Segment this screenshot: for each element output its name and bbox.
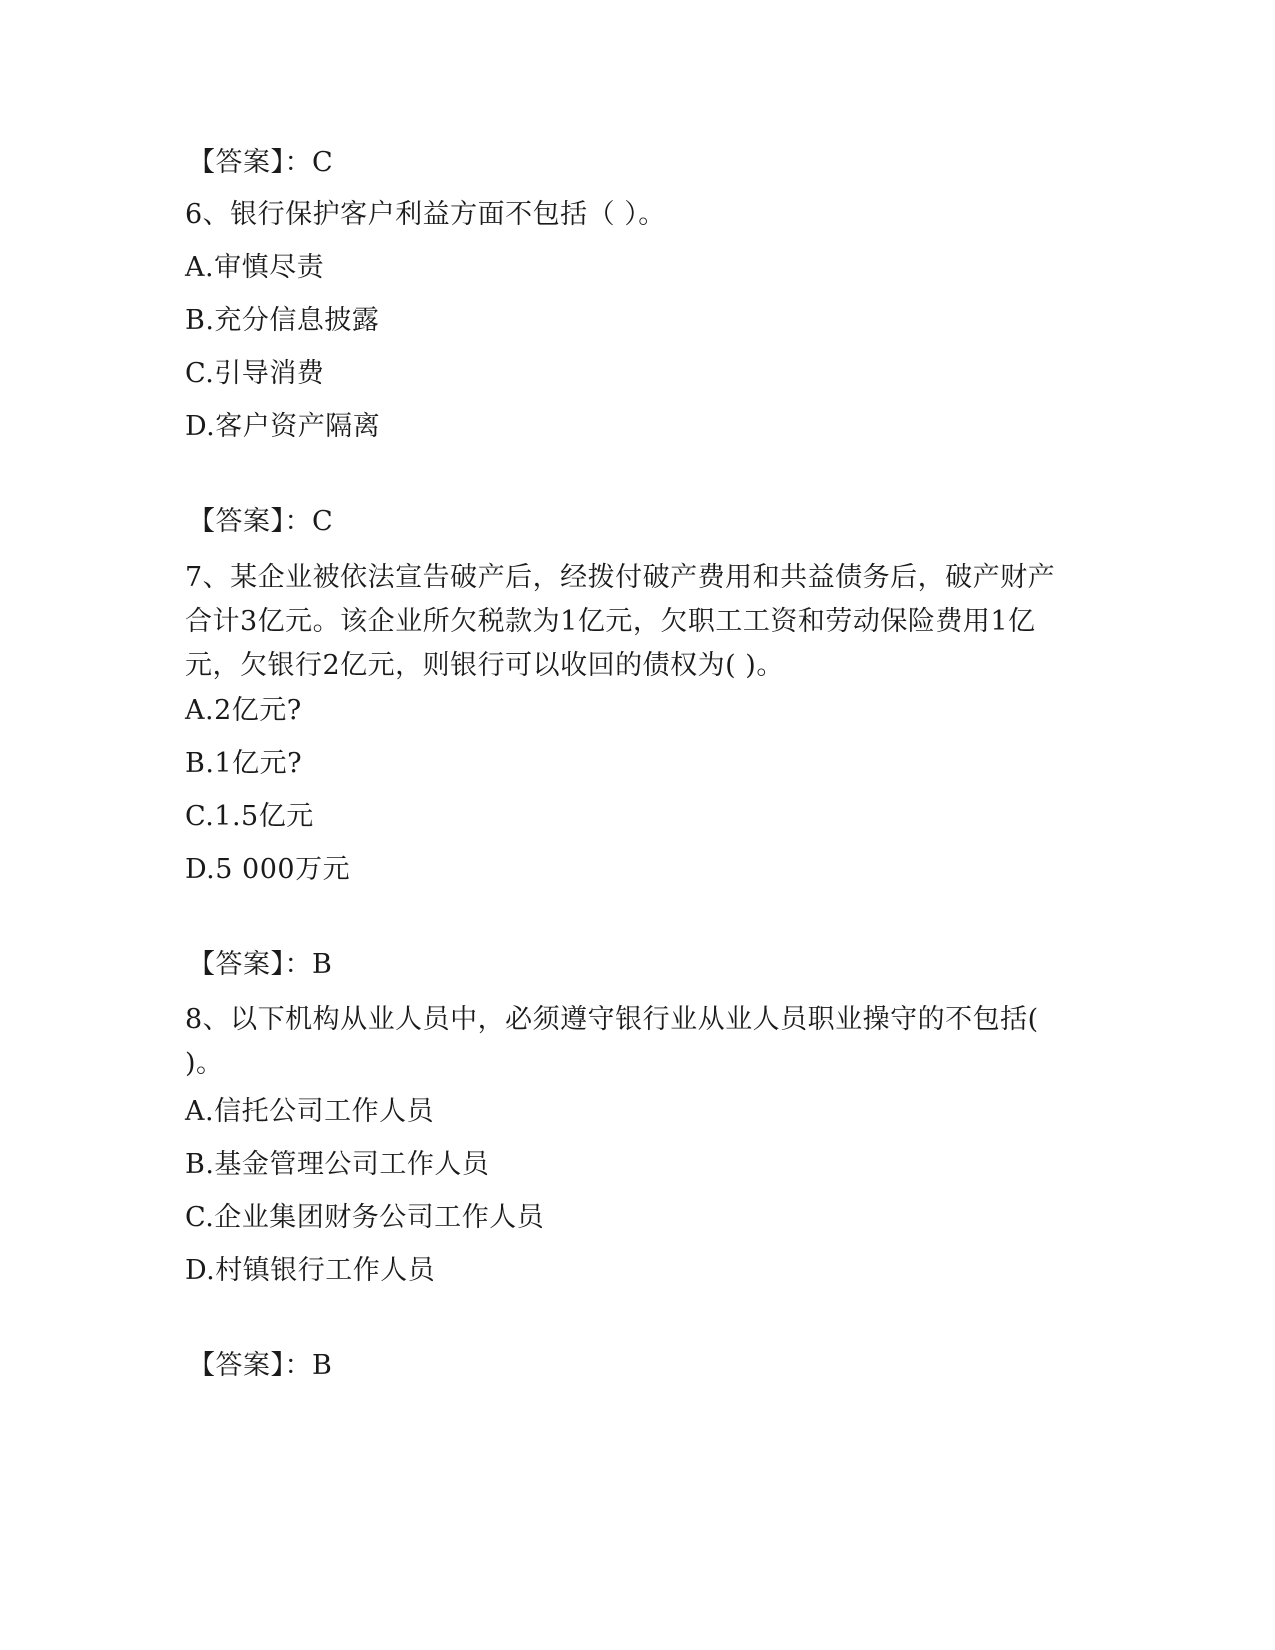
answer-line: 【答案】：B <box>188 949 333 980</box>
option-a: A.信托公司工作人员 <box>185 1096 435 1127</box>
option-c: C.1.5亿元 <box>185 801 314 832</box>
option-a: A.2亿元? <box>185 695 302 726</box>
option-d: D.客户资产隔离 <box>185 411 381 442</box>
option-d: D.村镇银行工作人员 <box>185 1255 436 1286</box>
answer-line: 【答案】：B <box>188 1350 333 1381</box>
question-8: 8、以下机构从业人员中，必须遵守银行业从业人员职业操守的不包括( )。 <box>185 1004 1039 1079</box>
answer-line: 【答案】：C <box>188 147 334 178</box>
question-7: 7、某企业被依法宣告破产后，经拨付破产费用和共益债务后，破产财产合计3亿元。该企业所欠税款为1亿元，欠职工工资和劳动保险费用1亿元，欠银行2亿元，则银行可以收回的债权为( )。 <box>185 562 1056 681</box>
option-b: B.1亿元? <box>185 748 303 779</box>
option-c: C.企业集团财务公司工作人员 <box>185 1202 545 1233</box>
option-b: B.充分信息披露 <box>185 305 380 336</box>
option-a: A.审慎尽责 <box>185 252 325 283</box>
option-d: D.5 000万元 <box>185 854 351 885</box>
question-6: 6、银行保护客户利益方面不包括（ ）。 <box>185 199 666 230</box>
option-b: B.基金管理公司工作人员 <box>185 1149 490 1180</box>
option-c: C.引导消费 <box>185 358 325 389</box>
answer-line: 【答案】：C <box>188 506 334 537</box>
